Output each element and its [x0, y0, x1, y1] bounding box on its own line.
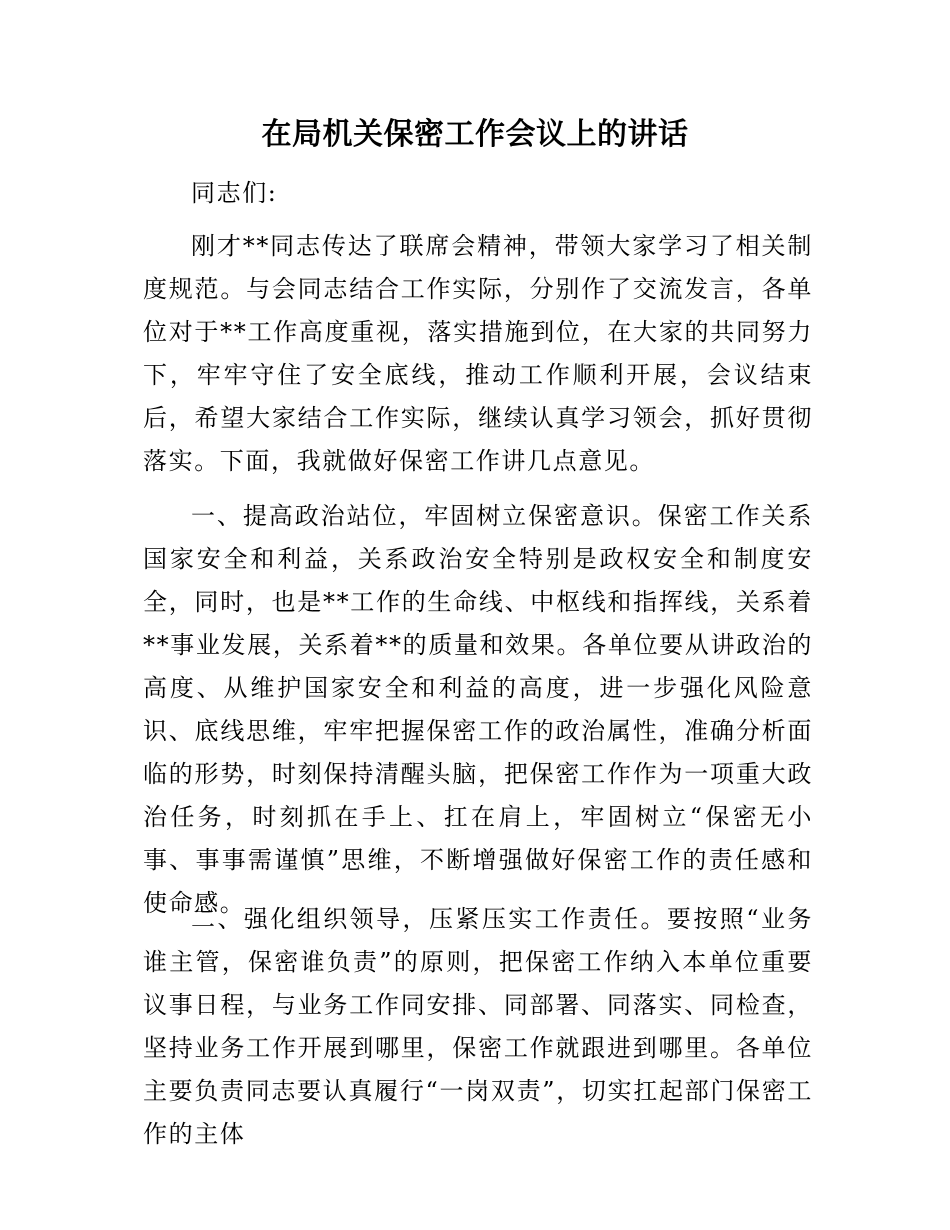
paragraph-point-one: 一、提高政治站位，牢固树立保密意识。保密工作关系国家安全和利益，关系政治安全特别是政权安全和制度安全，同时，也是**工作的生命线、中枢线和指挥线，关系着**事业发展，关系着**的质量和效果。各单位要从讲政治的高度、从维护国家安全和利益的高度，进一步强化风险意识、底线思维，牢牢把握保密工作的政治属性，准确分析面临的形势，时刻保持清醒头脑，把保密工作作为一项重大政治任务，时刻抓在手上、扛在肩上，牢固树立“保密无小事、事事需谨慎”思维，不断增强做好保密工作的责任感和使命感。: [143, 502, 813, 917]
paragraph-point-two: 二、强化组织领导，压紧压实工作责任。要按照“业务谁主管，保密谁负责”的原则，把保密工作纳入本单位重要议事日程，与业务工作同安排、同部署、同落实、同检查，坚持业务工作开展到哪里，保密工作就跟进到哪里。各单位主要负责同志要认真履行“一岗双责”，切实扛起部门保密工作的主体: [143, 905, 813, 1148]
paragraph-intro: 刚才**同志传达了联席会精神，带领大家学习了相关制度规范。与会同志结合工作实际，分别作了交流发言，各单位对于**工作高度重视，落实措施到位，在大家的共同努力下，牢牢守住了安全底线，推动工作顺利开展，会议结束后，希望大家结合工作实际，继续认真学习领会，抓好贯彻落实。下面，我就做好保密工作讲几点意见。: [143, 232, 813, 475]
document-title: 在局机关保密工作会议上的讲话: [261, 117, 689, 152]
salutation: 同志们:: [191, 179, 278, 207]
